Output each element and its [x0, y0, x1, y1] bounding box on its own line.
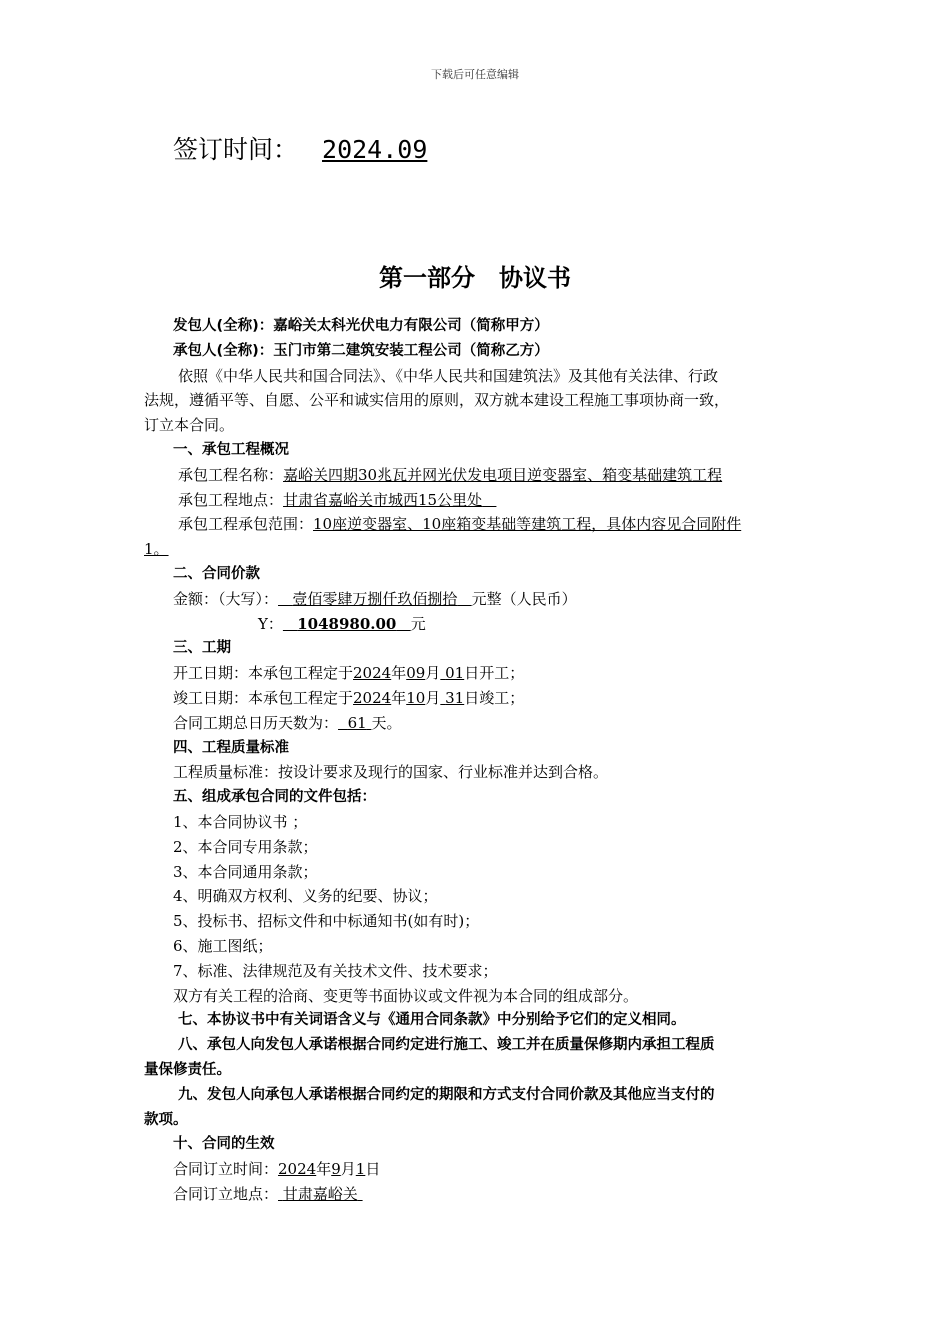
day-char: 日: [365, 1160, 381, 1179]
end-prefix: 竣工日期：本承包工程定于: [173, 688, 354, 707]
section-4-title: 四、工程质量标准: [173, 739, 289, 756]
duration-value: 61: [347, 713, 367, 732]
doc-item: 5、投标书、招标文件和中标通知书(如有时)；: [173, 912, 480, 931]
section-8-line-2: 量保修责任。: [144, 1061, 231, 1078]
duration-unit: 天。: [371, 713, 402, 732]
sign-place-line: [144, 1182, 809, 1207]
duration-label: 合同工期总日历天数为：: [173, 713, 339, 732]
quality-standard: 工程质量标准：按设计要求及现行的国家、行业标准并达到合格。: [173, 763, 609, 782]
project-scope-cont: [144, 537, 809, 562]
month-char: 月: [340, 1160, 356, 1179]
yen-value: 1048980.00: [297, 614, 397, 633]
yen-label: Y：: [258, 614, 283, 633]
start-prefix: 开工日期：本承包工程定于: [173, 664, 354, 683]
agreement-body: [144, 314, 809, 1207]
project-name: [144, 463, 809, 488]
docs-note: 双方有关工程的洽商、变更等书面协议或文件视为本合同的组成部分。: [173, 986, 639, 1005]
project-scope: [144, 512, 809, 537]
section-8-line-1: 八、承包人向发包人承诺根据合同约定进行施工、竣工并在质量保修期内承担工程质: [178, 1037, 715, 1054]
amount-label: 金额：（大写）：: [173, 589, 279, 608]
start-day: 01: [445, 664, 465, 683]
sign-date-line: [144, 1157, 809, 1182]
month-char: 月: [425, 688, 441, 707]
signing-time-label: 签订时间：: [173, 135, 299, 164]
doc-item: 7、标准、法律规范及有关技术文件、技术要求；: [173, 961, 498, 980]
project-site-label: 承包工程地点：: [178, 490, 284, 509]
sign-day: 1: [355, 1160, 366, 1179]
section-3-title: 三、工期: [173, 640, 231, 657]
end-year: 2024: [353, 688, 392, 707]
project-name-value: 嘉峪关四期30兆瓦并网光伏发电项目逆变器室、箱变基础建筑工程: [283, 465, 723, 484]
sign-place-label: 合同订立地点：: [173, 1184, 279, 1203]
part-title: [0, 258, 950, 293]
signing-time: [173, 130, 467, 166]
project-site-value: 甘肃省嘉峪关市城西15公里处: [283, 490, 483, 509]
sign-year: 2024: [278, 1160, 317, 1179]
intro-line-2: 法规，遵循平等、自愿、公平和诚实信用的原则，双方就本建设工程施工事项协商一致，: [144, 391, 730, 410]
part-number: 第一部分: [379, 264, 475, 292]
doc-item: 1、本合同协议书 ；: [173, 812, 308, 831]
section-10-title: 十、合同的生效: [173, 1136, 275, 1153]
sign-place-value: 甘肃嘉峪关: [282, 1184, 358, 1203]
contractor-line: 承包人(全称)：玉门市第二建筑安装工程公司（简称乙方）: [173, 342, 549, 359]
section-2-title: 二、合同价款: [173, 565, 260, 582]
sign-date-label: 合同订立时间：: [173, 1160, 279, 1179]
yen-unit: 元: [410, 614, 426, 633]
intro-line-1: 依照《中华人民共和国合同法》、《中华人民共和国建筑法》及其他有关法律、行政: [178, 366, 719, 385]
section-9-line-2: 款项。: [144, 1111, 188, 1128]
intro-line-3: 订立本合同。: [144, 416, 235, 435]
employer-line: 发包人(全称)：嘉峪关太科光伏电力有限公司（简称甲方）: [173, 318, 549, 334]
doc-item: 2、本合同专用条款；: [173, 837, 318, 856]
project-scope-value-cont: 1。: [144, 540, 169, 559]
month-char: 月: [425, 664, 441, 683]
end-date-line: [144, 686, 809, 711]
amount-suffix: 元整（人民币）: [471, 589, 577, 608]
signing-time-value: 2024.09: [322, 135, 428, 164]
header-note: 下载后可任意编辑: [431, 68, 519, 81]
project-name-label: 承包工程名称：: [178, 465, 284, 484]
year-char: 年: [391, 664, 407, 683]
start-year: 2024: [353, 664, 392, 683]
project-site: [144, 488, 809, 513]
project-scope-label: 承包工程承包范围：: [178, 515, 314, 534]
end-suffix: 日竣工；: [464, 688, 525, 707]
doc-item: 4、明确双方权利、义务的纪要、协议；: [173, 887, 438, 906]
amount-words: 壹佰零肆万捌仟玖佰捌拾: [292, 589, 458, 608]
start-date-line: [144, 661, 809, 686]
section-9-line-1: 九、发包人向承包人承诺根据合同约定的期限和方式支付合同价款及其他应当支付的: [178, 1086, 715, 1103]
doc-item: 6、施工图纸；: [173, 936, 273, 955]
section-1-title: 一、承包工程概况: [173, 441, 289, 458]
part-name: 协议书: [499, 264, 571, 292]
amount-number-line: [144, 612, 809, 637]
section-5-title: 五、组成承包合同的文件包括：: [173, 789, 376, 806]
end-month: 10: [406, 688, 426, 707]
project-scope-value: 10座逆变器室、10座箱变基础等建筑工程，具体内容见合同附件: [313, 515, 742, 534]
amount-words-line: [144, 587, 809, 612]
end-day: 31: [445, 688, 465, 707]
year-char: 年: [391, 688, 407, 707]
doc-item: 3、本合同通用条款；: [173, 862, 318, 881]
duration-line: [144, 711, 809, 736]
start-month: 09: [406, 664, 426, 683]
year-char: 年: [316, 1160, 332, 1179]
sign-month: 9: [331, 1160, 341, 1179]
section-7: 七、本协议书中有关词语含义与《通用合同条款》中分别给予它们的定义相同。: [178, 1012, 686, 1029]
start-suffix: 日开工；: [464, 664, 525, 683]
